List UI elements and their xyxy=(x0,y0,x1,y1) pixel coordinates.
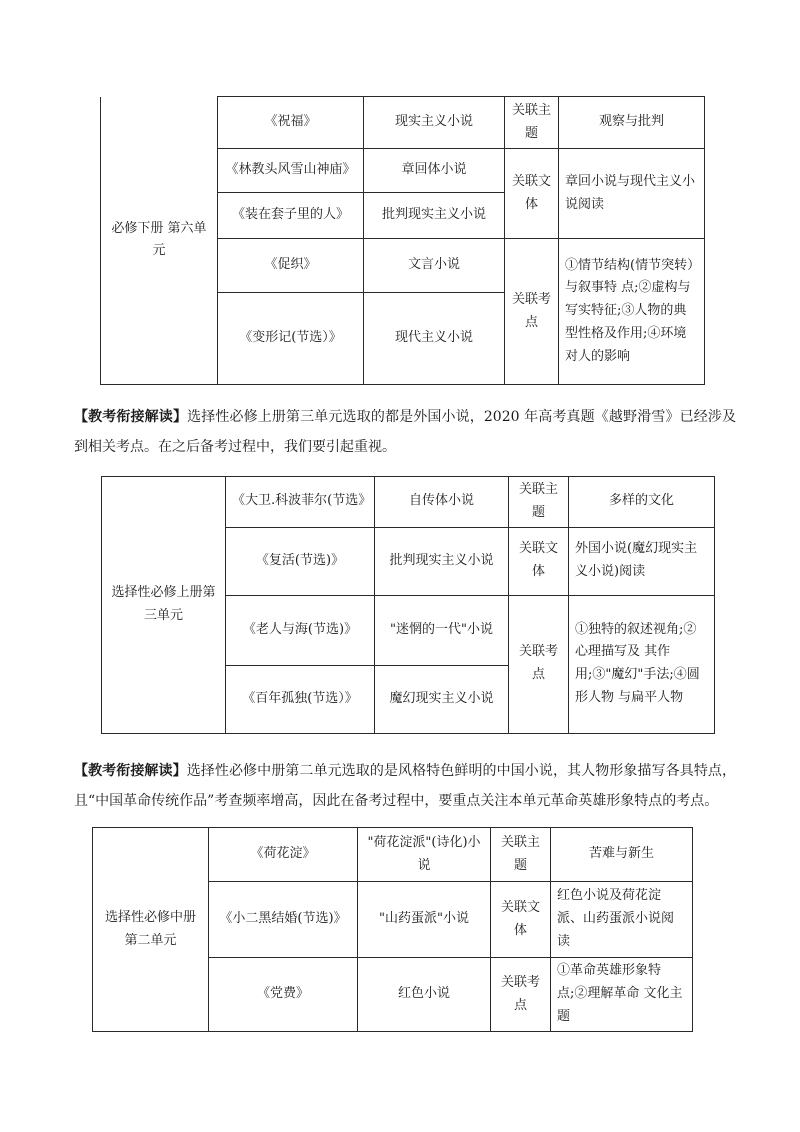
relation-label-cell: 关联主题 xyxy=(491,828,551,882)
relation-value-cell: 多样的文化 xyxy=(569,477,715,528)
genre-cell: 现代主义小说 xyxy=(364,293,505,385)
teaching-exam-commentary-1 xyxy=(74,402,736,462)
genre-cell: 自传体小说 xyxy=(375,477,509,528)
work-title-cell: 《复活(节选)》 xyxy=(226,527,375,595)
unit-name-cell: 选择性必修中册第二单元 xyxy=(93,828,209,1032)
work-title-cell: 《百年孤独(节选）》 xyxy=(226,665,375,733)
genre-cell: 章回体小说 xyxy=(364,149,505,193)
genre-cell: 现实主义小说 xyxy=(364,97,505,149)
relation-label-cell: 关联考点 xyxy=(505,239,559,385)
commentary-tag: 【教考衔接解读】 xyxy=(74,409,188,425)
relation-label-cell: 关联考点 xyxy=(509,595,569,733)
genre-cell: 批判现实主义小说 xyxy=(364,193,505,239)
commentary-text: 选择性必修上册第三单元选取的都是外国小说，2020 年高考真题《越野滑雪》已经涉及到相关考点。在之后备考过程中，我们要引起重视。 xyxy=(74,409,737,455)
relation-value-cell: 观察与批判 xyxy=(559,97,705,149)
work-title-cell: 《老人与海(节选)》 xyxy=(226,595,375,665)
work-title-cell: 《党费》 xyxy=(209,958,358,1032)
relation-value-cell: 红色小说及荷花淀派、山药蛋派小说阅读 xyxy=(551,882,693,958)
work-title-cell: 《装在套子里的人》 xyxy=(218,193,364,239)
work-title-cell: 《促织》 xyxy=(218,239,364,293)
work-title-cell: 《林教头风雪山神庙》 xyxy=(218,149,364,193)
work-title-cell: 《小二黑结婚(节选)》 xyxy=(209,882,358,958)
work-title-cell: 《大卫.科波菲尔(节选》 xyxy=(226,477,375,528)
unit-table-elective-book2-unit2 xyxy=(92,827,693,1032)
genre-cell: 红色小说 xyxy=(358,958,491,1032)
relation-value-cell: 章回小说与现代主义小说阅读 xyxy=(559,149,705,239)
work-title-cell: 《变形记(节选）》 xyxy=(218,293,364,385)
relation-value-cell: ①独特的叙述视角;②心理描写及 其作用;③"魔幻"手法;④圆形人物 与扁平人物 xyxy=(569,595,715,733)
unit-table-required-book2-unit6 xyxy=(100,96,705,385)
relation-label-cell: 关联主题 xyxy=(509,477,569,528)
genre-cell: "山药蛋派"小说 xyxy=(358,882,491,958)
commentary-text: 选择性必修中册第二单元选取的是风格特色鲜明的中国小说，其人物形象描写各具特点，且“中国革命传统作品”考查频率增高，因此在备考过程中，要重点关注本单元革命英雄形象特点的考点。 xyxy=(74,763,737,809)
genre-cell: 文言小说 xyxy=(364,239,505,293)
relation-label-cell: 关联主题 xyxy=(505,97,559,149)
unit-table-elective-book1-unit3 xyxy=(101,476,715,734)
genre-cell: "迷惘的一代"小说 xyxy=(375,595,509,665)
work-title-cell: 《荷花淀》 xyxy=(209,828,358,882)
teaching-exam-commentary-2 xyxy=(74,756,736,816)
genre-cell: 批判现实主义小说 xyxy=(375,527,509,595)
relation-label-cell: 关联文体 xyxy=(505,149,559,239)
relation-value-cell: 外国小说(魔幻现实主义小说)阅读 xyxy=(569,527,715,595)
relation-value-cell: ①革命英雄形象特点;②理解革命 文化主题 xyxy=(551,958,693,1032)
genre-cell: "荷花淀派"(诗化)小说 xyxy=(358,828,491,882)
relation-value-cell: ①情节结构(情节突转）与叙事特 点;②虚构与写实特征;③人物的典型性格及作用;④环境对人的影响 xyxy=(559,239,705,385)
unit-name-cell: 选择性必修上册第三单元 xyxy=(102,477,226,734)
relation-label-cell: 关联文体 xyxy=(509,527,569,595)
relation-value-cell: 苦难与新生 xyxy=(551,828,693,882)
relation-label-cell: 关联考点 xyxy=(491,958,551,1032)
commentary-tag: 【教考衔接解读】 xyxy=(74,763,187,779)
work-title-cell: 《祝福》 xyxy=(218,97,364,149)
unit-name-cell: 必修下册 第六单元 xyxy=(101,97,218,385)
genre-cell: 魔幻现实主义小说 xyxy=(375,665,509,733)
relation-label-cell: 关联文体 xyxy=(491,882,551,958)
